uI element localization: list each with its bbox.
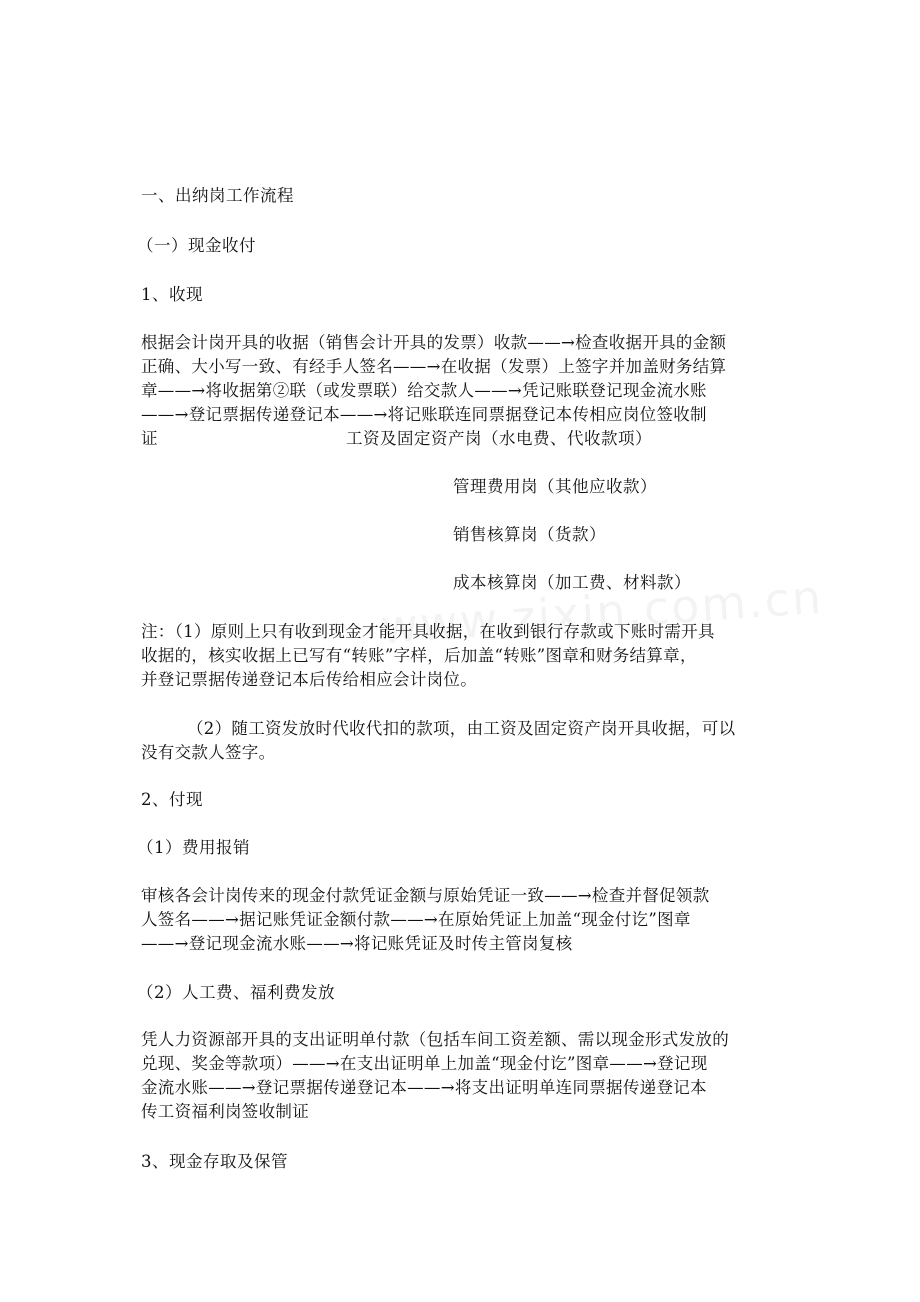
paragraph-line: ——→登记票据传递登记本——→将记账联连同票据登记本传相应岗位签收制 <box>141 405 707 424</box>
post-item-management: 管理费用岗（其他应收款） <box>453 477 657 496</box>
item-heading-3: 3、现金存取及保管 <box>141 1152 288 1171</box>
post-item-sales: 销售核算岗（货款） <box>453 525 606 544</box>
paragraph-line: 并登记票据传递登记本后传给相应会计岗位。 <box>141 670 477 689</box>
paragraph-line: 证 <box>141 429 158 448</box>
post-item-wages: 工资及固定资产岗（水电费、代收款项） <box>346 429 652 448</box>
paragraph-line: 凭人力资源部开具的支出证明单付款（包括车间工资差额、需以现金形式发放的 <box>141 1030 729 1049</box>
paragraph-line: 根据会计岗开具的收据（销售会计开具的发票）收款——→检查收据开具的金额 <box>141 333 727 352</box>
paragraph-line: 兑现、奖金等款项）——→在支出证明单上加盖“现金付讫”图章——→登记现 <box>141 1054 708 1073</box>
subsection-heading: （一）现金收付 <box>137 236 256 255</box>
paragraph-wages <box>141 1028 781 1124</box>
paragraph-line: 人签名——→据记账凭证金额付款——→在原始凭证上加盖“现金付讫”图章 <box>141 910 691 929</box>
paragraph-expense <box>141 884 781 956</box>
paragraph-line: 没有交款人签字。 <box>141 743 276 762</box>
subitem-heading-expense: （1）费用报销 <box>137 838 250 857</box>
paragraph-line: 章——→将收据第②联（或发票联）给交款人——→凭记账联登记现金流水账 <box>141 381 707 400</box>
paragraph-line: 正确、大小写一致、有经手人签名——→在收据（发票）上签字并加盖财务结算 <box>141 357 727 376</box>
paragraph-line: 传工资福利岗签收制证 <box>141 1102 309 1121</box>
subitem-heading-wages: （2）人工费、福利费发放 <box>137 983 335 1002</box>
paragraph-line: 注：（1）原则上只有收到现金才能开具收据，在收到银行存款或下账时需开具 <box>141 622 715 641</box>
paragraph-line: 审核各会计岗传来的现金付款凭证金额与原始凭证一致——→检查并督促领款 <box>141 886 710 905</box>
note-paragraph-2 <box>141 717 781 765</box>
paragraph-line: 金流水账——→登记票据传递登记本——→将支出证明单连同票据传递登记本 <box>141 1078 707 1097</box>
section-heading: 一、出纳岗工作流程 <box>141 186 294 205</box>
item-heading-2: 2、付现 <box>141 790 203 809</box>
paragraph-line: 收据的，核实收据上已写有“转账”字样，后加盖“转账”图章和财务结算章， <box>141 646 697 665</box>
post-item-cost: 成本核算岗（加工费、材料款） <box>453 573 691 592</box>
paragraph-line: （2）随工资发放时代收代扣的款项，由工资及固定资产岗开具收据，可以 <box>187 719 736 738</box>
paragraph-line: ——→登记现金流水账——→将记账凭证及时传主管岗复核 <box>141 934 573 953</box>
item-heading-1: 1、收现 <box>141 285 203 304</box>
note-paragraph-1 <box>141 620 781 692</box>
